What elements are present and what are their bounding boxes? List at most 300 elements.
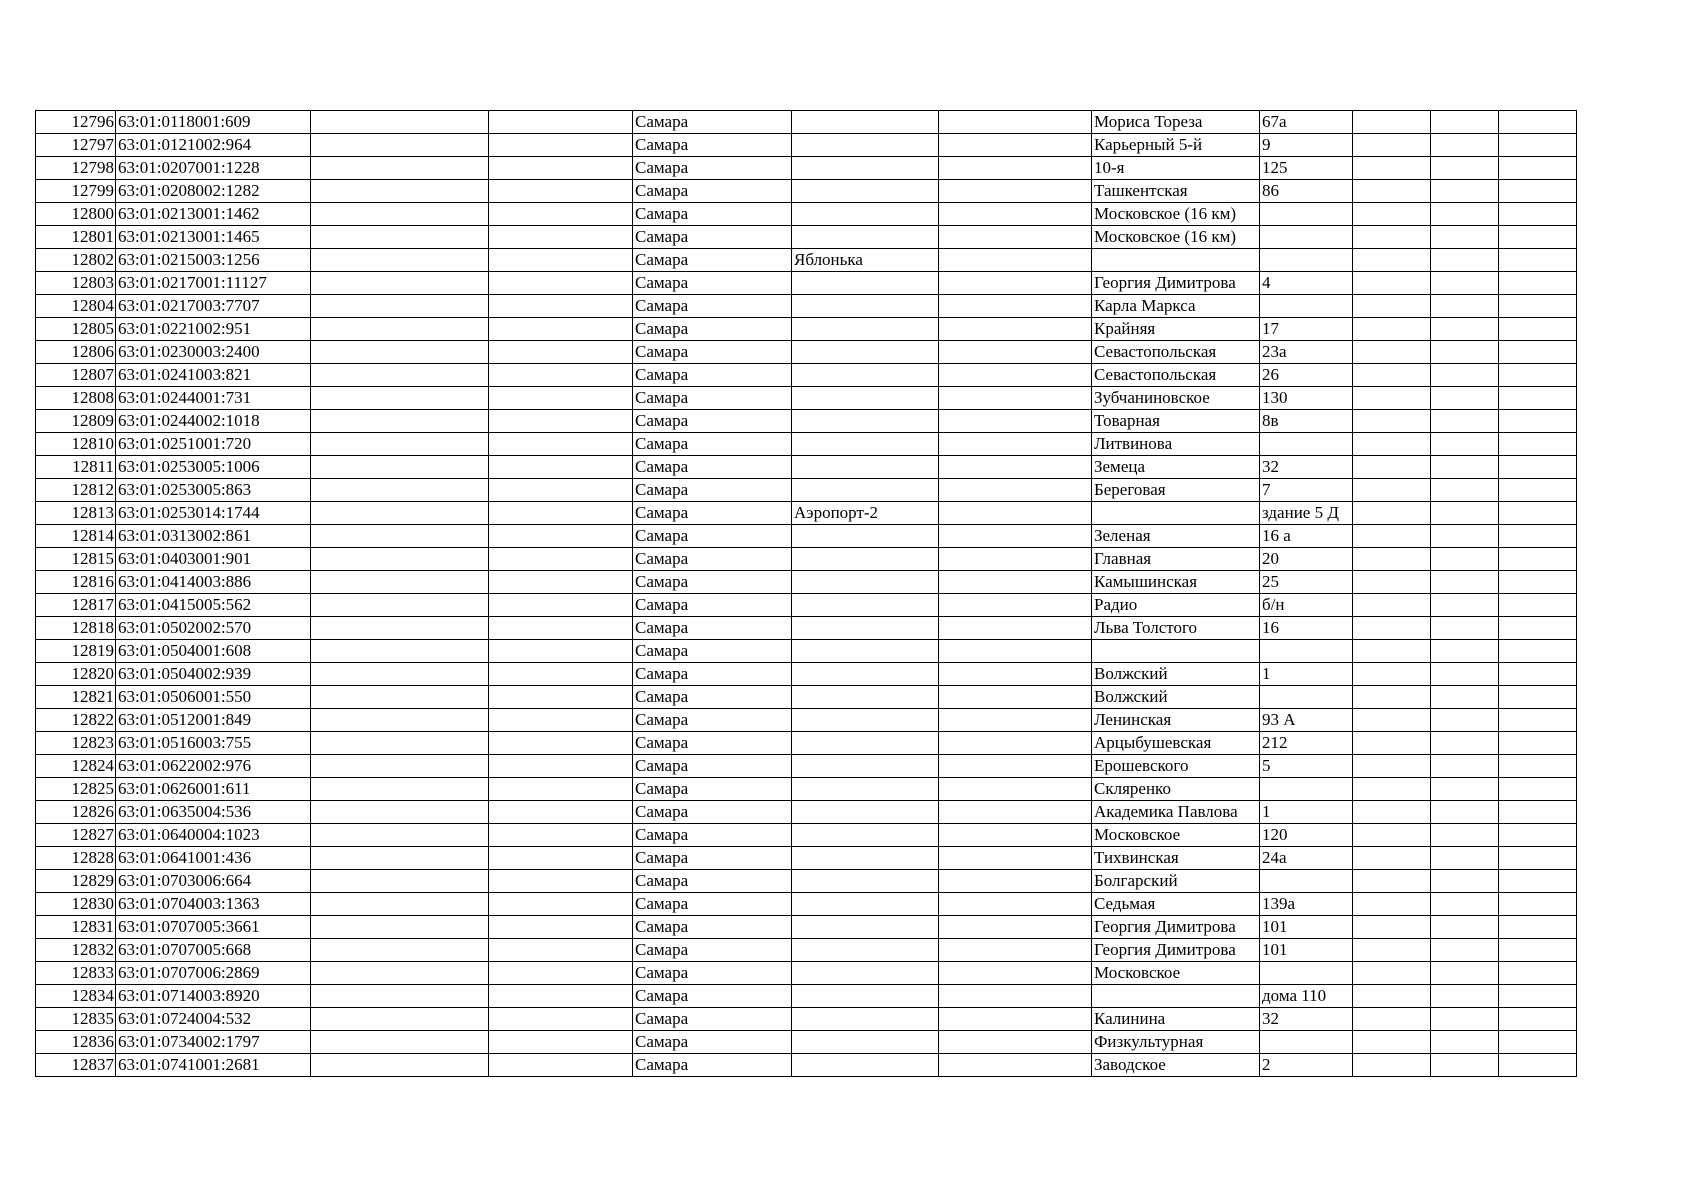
table-row [36,525,1577,548]
cell-locality [792,801,939,824]
cell-empty [1499,1008,1577,1031]
cell-street [1092,249,1260,272]
cell-empty [1499,410,1577,433]
cell-house: 1 [1260,663,1353,686]
cell-empty [1499,134,1577,157]
cell-house [1260,778,1353,801]
cell-street: Береговая [1092,479,1260,502]
cell-empty [939,525,1092,548]
table-row [36,410,1577,433]
cell-empty [1431,617,1499,640]
cell-empty [1431,870,1499,893]
cell-locality [792,364,939,387]
cell-empty [311,226,489,249]
cell-empty [1353,134,1431,157]
cell-street: Зеленая [1092,525,1260,548]
cell-locality [792,594,939,617]
cell-empty [1499,939,1577,962]
cell-city: Самара [633,410,792,433]
cell-city: Самара [633,916,792,939]
cell-empty [1431,249,1499,272]
cell-number: 12832 [36,939,116,962]
cell-cadastral-id: 63:01:0217003:7707 [116,295,311,318]
cell-empty [939,479,1092,502]
cell-cadastral-id: 63:01:0208002:1282 [116,180,311,203]
cell-number: 12803 [36,272,116,295]
cell-street: Арцыбушевская [1092,732,1260,755]
cell-empty [939,387,1092,410]
cell-locality [792,847,939,870]
cell-empty [939,272,1092,295]
cell-street: Зубчаниновское [1092,387,1260,410]
cell-empty [489,134,633,157]
cell-locality [792,479,939,502]
cell-number: 12833 [36,962,116,985]
table-row [36,686,1577,709]
cell-house: 17 [1260,318,1353,341]
cell-locality [792,226,939,249]
cell-house: 8в [1260,410,1353,433]
cell-city: Самара [633,272,792,295]
cell-cadastral-id: 63:01:0118001:609 [116,111,311,134]
cell-cadastral-id: 63:01:0241003:821 [116,364,311,387]
cell-locality [792,778,939,801]
cell-locality [792,272,939,295]
cell-city: Самара [633,824,792,847]
table-row [36,732,1577,755]
cell-number: 12818 [36,617,116,640]
cell-empty [1353,479,1431,502]
cell-empty [1431,916,1499,939]
cell-empty [1353,824,1431,847]
table-row [36,571,1577,594]
cell-house [1260,295,1353,318]
cell-locality [792,686,939,709]
cell-number: 12806 [36,341,116,364]
cell-empty [1431,410,1499,433]
cell-city: Самара [633,433,792,456]
cell-empty [311,111,489,134]
cell-empty [1431,433,1499,456]
cell-empty [1431,364,1499,387]
cell-house: дома 110 [1260,985,1353,1008]
cell-empty [1431,525,1499,548]
cell-empty [1431,548,1499,571]
cell-city: Самара [633,134,792,157]
cell-house: 1 [1260,801,1353,824]
cell-locality [792,732,939,755]
cell-empty [311,341,489,364]
cell-empty [1431,456,1499,479]
cell-empty [489,479,633,502]
cell-number: 12801 [36,226,116,249]
table-row [36,111,1577,134]
cell-empty [489,893,633,916]
table-row [36,433,1577,456]
cell-city: Самара [633,341,792,364]
table-row [36,640,1577,663]
cell-empty [1353,709,1431,732]
cell-empty [1431,134,1499,157]
cell-street: Физкультурная [1092,1031,1260,1054]
cell-empty [939,916,1092,939]
cell-empty [1353,318,1431,341]
cell-number: 12812 [36,479,116,502]
cell-empty [939,410,1092,433]
cell-empty [939,548,1092,571]
cell-empty [939,847,1092,870]
cell-cadastral-id: 63:01:0707005:668 [116,939,311,962]
cell-locality [792,111,939,134]
cell-empty [939,111,1092,134]
data-table [35,110,1577,1077]
cell-empty [311,387,489,410]
cell-cadastral-id: 63:01:0703006:664 [116,870,311,893]
cell-empty [1431,203,1499,226]
cell-empty [311,663,489,686]
cell-number: 12831 [36,916,116,939]
cell-empty [939,778,1092,801]
cell-empty [1431,272,1499,295]
cell-empty [1353,847,1431,870]
table-row [36,134,1577,157]
cell-street: Скляренко [1092,778,1260,801]
cell-city: Самара [633,778,792,801]
cell-house: 67а [1260,111,1353,134]
cell-empty [1499,341,1577,364]
cell-locality [792,456,939,479]
cell-locality [792,870,939,893]
cell-house: 130 [1260,387,1353,410]
cell-street: Московское [1092,962,1260,985]
cell-locality [792,318,939,341]
cell-house: здание 5 Д [1260,502,1353,525]
cell-house: 101 [1260,916,1353,939]
cell-city: Самара [633,318,792,341]
cell-cadastral-id: 63:01:0506001:550 [116,686,311,709]
cell-cadastral-id: 63:01:0516003:755 [116,732,311,755]
cell-street: Калинина [1092,1008,1260,1031]
cell-empty [939,456,1092,479]
cell-empty [939,686,1092,709]
cell-street: Московское (16 км) [1092,203,1260,226]
cell-empty [1353,801,1431,824]
cell-house: 16 [1260,617,1353,640]
table-row [36,318,1577,341]
cell-house [1260,686,1353,709]
cell-empty [1499,249,1577,272]
cell-empty [489,226,633,249]
cell-locality [792,387,939,410]
cell-empty [311,318,489,341]
cell-street: Мориса Тореза [1092,111,1260,134]
cell-empty [1431,295,1499,318]
cell-house: 212 [1260,732,1353,755]
cell-empty [1431,571,1499,594]
cell-empty [311,916,489,939]
cell-empty [311,525,489,548]
cell-number: 12817 [36,594,116,617]
cell-empty [1499,870,1577,893]
cell-house [1260,433,1353,456]
cell-street: Седьмая [1092,893,1260,916]
cell-street: Болгарский [1092,870,1260,893]
cell-city: Самара [633,157,792,180]
cell-house: 23а [1260,341,1353,364]
cell-house: 125 [1260,157,1353,180]
cell-empty [489,709,633,732]
cell-empty [311,870,489,893]
cell-empty [939,433,1092,456]
cell-empty [939,617,1092,640]
cell-empty [311,134,489,157]
cell-empty [1353,341,1431,364]
table-body [36,111,1577,1077]
cell-house: 7 [1260,479,1353,502]
cell-empty [1431,1031,1499,1054]
cell-number: 12836 [36,1031,116,1054]
cell-cadastral-id: 63:01:0415005:562 [116,594,311,617]
cell-empty [489,295,633,318]
cell-number: 12837 [36,1054,116,1077]
cell-empty [1353,640,1431,663]
cell-empty [1499,502,1577,525]
cell-empty [1431,686,1499,709]
cell-city: Самара [633,847,792,870]
cell-cadastral-id: 63:01:0714003:8920 [116,985,311,1008]
cell-empty [489,847,633,870]
cell-empty [489,732,633,755]
cell-empty [1499,893,1577,916]
cell-empty [939,226,1092,249]
cell-empty [1431,180,1499,203]
cell-empty [311,893,489,916]
cell-empty [489,755,633,778]
cell-empty [1499,318,1577,341]
cell-number: 12811 [36,456,116,479]
cell-empty [1499,1031,1577,1054]
cell-empty [939,870,1092,893]
cell-city: Самара [633,1054,792,1077]
cell-number: 12824 [36,755,116,778]
cell-empty [1499,847,1577,870]
cell-empty [1431,387,1499,410]
cell-city: Самара [633,755,792,778]
cell-empty [489,916,633,939]
cell-empty [311,594,489,617]
cell-number: 12816 [36,571,116,594]
cell-city: Самара [633,686,792,709]
cell-house: 9 [1260,134,1353,157]
table-row [36,824,1577,847]
cell-empty [489,663,633,686]
cell-empty [939,318,1092,341]
cell-number: 12808 [36,387,116,410]
cell-empty [939,824,1092,847]
cell-empty [1431,778,1499,801]
cell-empty [1353,663,1431,686]
cell-cadastral-id: 63:01:0734002:1797 [116,1031,311,1054]
cell-street: Тихвинская [1092,847,1260,870]
cell-street: Товарная [1092,410,1260,433]
cell-street: Волжский [1092,686,1260,709]
cell-locality [792,157,939,180]
cell-empty [1499,571,1577,594]
cell-number: 12834 [36,985,116,1008]
cell-empty [939,732,1092,755]
cell-empty [1353,433,1431,456]
cell-empty [489,502,633,525]
cell-city: Самара [633,962,792,985]
cell-empty [1499,801,1577,824]
cell-house: 32 [1260,1008,1353,1031]
cell-empty [489,364,633,387]
cell-locality: Яблонька [792,249,939,272]
cell-empty [1431,1008,1499,1031]
cell-cadastral-id: 63:01:0207001:1228 [116,157,311,180]
cell-city: Самара [633,571,792,594]
cell-empty [939,962,1092,985]
table-row [36,916,1577,939]
table-row [36,295,1577,318]
cell-number: 12813 [36,502,116,525]
cell-empty [939,341,1092,364]
cell-empty [311,571,489,594]
cell-city: Самара [633,525,792,548]
cell-empty [1353,686,1431,709]
cell-house: 2 [1260,1054,1353,1077]
cell-cadastral-id: 63:01:0707006:2869 [116,962,311,985]
cell-locality [792,640,939,663]
cell-house: 16 а [1260,525,1353,548]
cell-empty [489,111,633,134]
cell-number: 12830 [36,893,116,916]
cell-street: Московское (16 км) [1092,226,1260,249]
cell-empty [1431,962,1499,985]
cell-empty [1353,548,1431,571]
cell-empty [1353,617,1431,640]
cell-locality [792,663,939,686]
cell-cadastral-id: 63:01:0626001:611 [116,778,311,801]
table-row [36,456,1577,479]
table-row [36,939,1577,962]
cell-street: Ташкентская [1092,180,1260,203]
cell-empty [939,939,1092,962]
cell-empty [1499,594,1577,617]
cell-empty [489,203,633,226]
cell-empty [311,985,489,1008]
cell-empty [489,801,633,824]
cell-empty [311,824,489,847]
cell-empty [489,456,633,479]
cell-empty [1431,732,1499,755]
cell-house [1260,249,1353,272]
cell-empty [489,686,633,709]
cell-house: 93 А [1260,709,1353,732]
cell-street: Главная [1092,548,1260,571]
cell-empty [311,640,489,663]
cell-city: Самара [633,617,792,640]
cell-city: Самара [633,709,792,732]
cell-empty [311,548,489,571]
cell-empty [489,410,633,433]
cell-empty [939,801,1092,824]
cell-empty [939,134,1092,157]
cell-empty [1431,847,1499,870]
cell-locality [792,709,939,732]
cell-empty [1499,226,1577,249]
cell-empty [939,709,1092,732]
cell-house: 20 [1260,548,1353,571]
cell-empty [311,295,489,318]
cell-empty [1353,410,1431,433]
table-row [36,1054,1577,1077]
cell-street: Карла Маркса [1092,295,1260,318]
cell-city: Самара [633,364,792,387]
cell-empty [311,157,489,180]
cell-empty [489,318,633,341]
cell-number: 12826 [36,801,116,824]
cell-empty [489,594,633,617]
cell-empty [1499,824,1577,847]
cell-empty [1499,778,1577,801]
cell-empty [1499,962,1577,985]
cell-number: 12796 [36,111,116,134]
cell-city: Самара [633,226,792,249]
cell-empty [939,364,1092,387]
cell-number: 12797 [36,134,116,157]
cell-empty [1499,157,1577,180]
cell-cadastral-id: 63:01:0502002:570 [116,617,311,640]
cell-number: 12804 [36,295,116,318]
cell-empty [1431,318,1499,341]
cell-empty [1431,1054,1499,1077]
cell-empty [311,686,489,709]
cell-street [1092,502,1260,525]
cell-number: 12807 [36,364,116,387]
cell-empty [489,985,633,1008]
cell-empty [489,387,633,410]
cell-empty [939,157,1092,180]
cell-locality [792,548,939,571]
cell-empty [311,732,489,755]
table-row [36,893,1577,916]
cell-empty [1353,1054,1431,1077]
cell-street [1092,640,1260,663]
table-row [36,870,1577,893]
cell-cadastral-id: 63:01:0504001:608 [116,640,311,663]
cell-empty [1353,755,1431,778]
cell-house [1260,1031,1353,1054]
cell-empty [311,410,489,433]
cell-empty [1431,111,1499,134]
cell-empty [489,939,633,962]
cell-empty [1431,594,1499,617]
cell-street: Севастопольская [1092,364,1260,387]
cell-cadastral-id: 63:01:0724004:532 [116,1008,311,1031]
cell-locality [792,203,939,226]
cell-city: Самара [633,548,792,571]
table-row [36,203,1577,226]
cell-locality [792,1031,939,1054]
cell-street: Камышинская [1092,571,1260,594]
cell-number: 12821 [36,686,116,709]
cell-empty [489,824,633,847]
cell-empty [1353,295,1431,318]
table-row [36,755,1577,778]
table-row [36,1008,1577,1031]
cell-cadastral-id: 63:01:0213001:1462 [116,203,311,226]
